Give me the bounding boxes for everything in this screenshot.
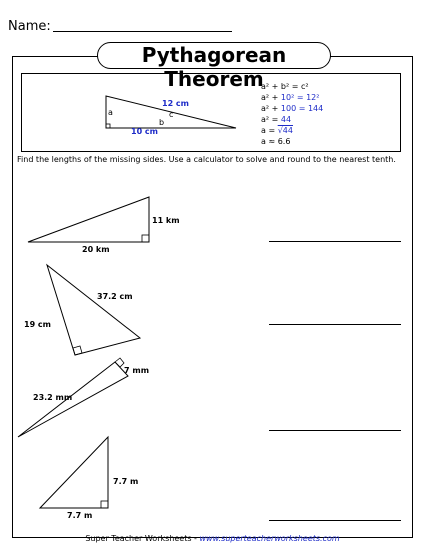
instructions: Find the lengths of the missing sides. Use a calculator to solve and round to the nearest tenth. xyxy=(17,155,396,164)
problem-1-base-label: 20 km xyxy=(82,245,110,254)
problem-1-height-label: 11 km xyxy=(152,216,180,225)
problem-4-height-label: 7.7 m xyxy=(113,477,139,486)
problem-4-triangle xyxy=(40,437,108,508)
problem-1-right-angle-mark xyxy=(142,235,149,242)
example-side-c-label: c xyxy=(169,110,174,119)
footer-text: Super Teacher Worksheets - xyxy=(85,534,200,543)
answer-line-3[interactable] xyxy=(269,430,401,431)
answer-line-1[interactable] xyxy=(269,241,401,242)
example-right-angle-mark xyxy=(106,124,110,128)
name-label: Name: xyxy=(8,19,51,34)
example-hypotenuse-value: 12 cm xyxy=(162,99,189,108)
solution-step: a² + b² = c² xyxy=(261,82,309,91)
problem-2-right-angle-mark xyxy=(73,346,82,355)
solution-step: a ≈ 6.6 xyxy=(261,137,291,146)
solution-step: a² + 10² = 12² xyxy=(261,93,320,102)
answer-line-2[interactable] xyxy=(269,324,401,325)
example-side-b-label: b xyxy=(159,118,165,127)
problem-3-leg-label: 7 mm xyxy=(124,366,150,375)
problem-2-leg-label: 19 cm xyxy=(24,320,51,329)
example-solution-steps xyxy=(261,81,323,147)
problem-1-triangle xyxy=(28,197,149,242)
solution-step: a = √44 xyxy=(261,126,293,135)
page-title: Pythagorean Theorem xyxy=(97,42,331,69)
example-base-value: 10 cm xyxy=(131,127,158,136)
footer-link[interactable]: www.superteacherworksheets.com xyxy=(199,534,340,543)
problem-4-base-label: 7.7 m xyxy=(67,511,93,520)
problem-4-right-angle-mark xyxy=(101,501,108,508)
problem-2-triangle xyxy=(47,265,140,355)
answer-line-4[interactable] xyxy=(269,520,401,521)
problem-2-hypotenuse-label: 37.2 cm xyxy=(97,292,133,301)
problem-3-hypotenuse-label: 23.2 mm xyxy=(33,393,73,402)
solution-step: a² = 44 xyxy=(261,115,292,124)
problem-3-right-angle-mark xyxy=(115,358,124,367)
example-side-a-label: a xyxy=(108,108,113,117)
solution-step: a² + 100 = 144 xyxy=(261,104,324,113)
footer xyxy=(0,534,425,543)
